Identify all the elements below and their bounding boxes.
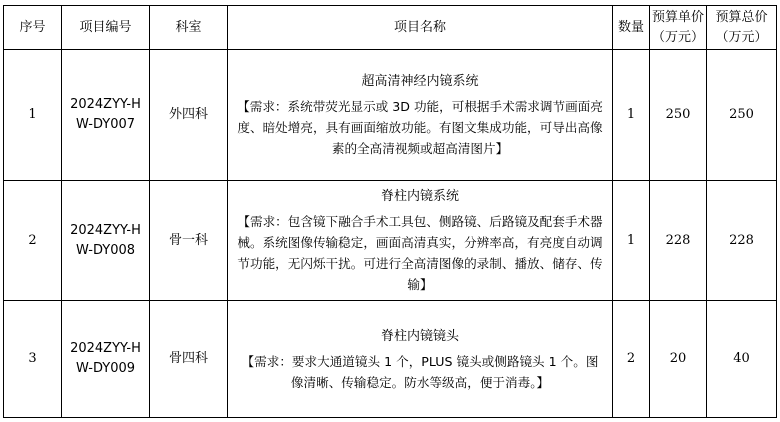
cell-total-price: 250	[707, 50, 777, 181]
project-title: 超高清神经内镜系统	[361, 74, 479, 89]
cell-quantity: 1	[613, 50, 650, 181]
cell-index: 2	[4, 181, 62, 301]
cell-unit-price: 20	[650, 301, 707, 418]
cell-project-name	[228, 181, 613, 301]
table-row	[4, 50, 777, 181]
cell-index: 3	[4, 301, 62, 418]
project-code-line2: W-DY007	[75, 117, 136, 132]
project-requirement: 【需求：要求大通道镜头 1 个，PLUS 镜头或侧路镜头 1 个。图像清晰、传输稳定。防水等级高，便于消毒。】	[241, 353, 599, 390]
cell-index: 1	[4, 50, 62, 181]
header-project-code: 项目编号	[62, 6, 150, 50]
header-total-price	[707, 6, 777, 50]
header-quantity: 数量	[613, 6, 650, 50]
header-unit-price	[650, 6, 707, 50]
header-index: 序号	[4, 6, 62, 50]
project-requirement: 【需求：系统带荧光显示或 3D 功能，可根据手术需求调节画面亮度、暗处增亮，具有画面缩放功能。有图文集成功能，可导出高像素的全高清视频或超高清图片】	[237, 99, 603, 156]
project-code-line2: W-DY008	[75, 242, 136, 258]
cell-department: 骨四科	[150, 301, 228, 418]
cell-unit-price: 228	[650, 181, 707, 301]
cell-project-name	[228, 301, 613, 418]
table-row	[4, 181, 777, 301]
project-title: 脊柱内镜镜头	[380, 328, 459, 344]
cell-quantity: 1	[613, 181, 650, 301]
header-total-price-line1: 预算总价	[715, 9, 768, 25]
project-code-line1: 2024ZYY-H	[70, 341, 141, 356]
cell-department: 骨一科	[150, 181, 228, 301]
header-department: 科室	[150, 6, 228, 50]
cell-department: 外四科	[150, 50, 228, 181]
cell-total-price: 228	[707, 181, 777, 301]
cell-project-name	[228, 50, 613, 181]
cell-quantity: 2	[613, 301, 650, 418]
project-requirement: 【需求：包含镜下融合手术工具包、侧路镜、后路镜及配套手术器械。系统图像传输稳定，画面高清真实，分辨率高，有亮度自动调节功能，无闪烁干扰。可进行全高清图像的录制、播放、储存、传输】	[237, 214, 603, 292]
header-project-name: 项目名称	[228, 6, 613, 50]
project-code-line1: 2024ZYY-H	[70, 97, 141, 112]
project-code-line1: 2024ZYY-H	[70, 222, 141, 238]
project-code-line2: W-DY009	[75, 361, 136, 376]
cell-total-price: 40	[707, 301, 777, 418]
header-unit-price-line1: 预算单价	[651, 9, 704, 25]
header-total-price-line2: （万元）	[715, 29, 768, 45]
table-row	[4, 301, 777, 418]
project-title: 脊柱内镜系统	[380, 189, 459, 204]
table-header-row	[4, 6, 777, 50]
cell-unit-price: 250	[650, 50, 707, 181]
cell-project-code	[62, 181, 150, 301]
cell-project-code	[62, 301, 150, 418]
procurement-table	[3, 5, 777, 418]
header-unit-price-line2: （万元）	[651, 29, 704, 45]
cell-project-code	[62, 50, 150, 181]
